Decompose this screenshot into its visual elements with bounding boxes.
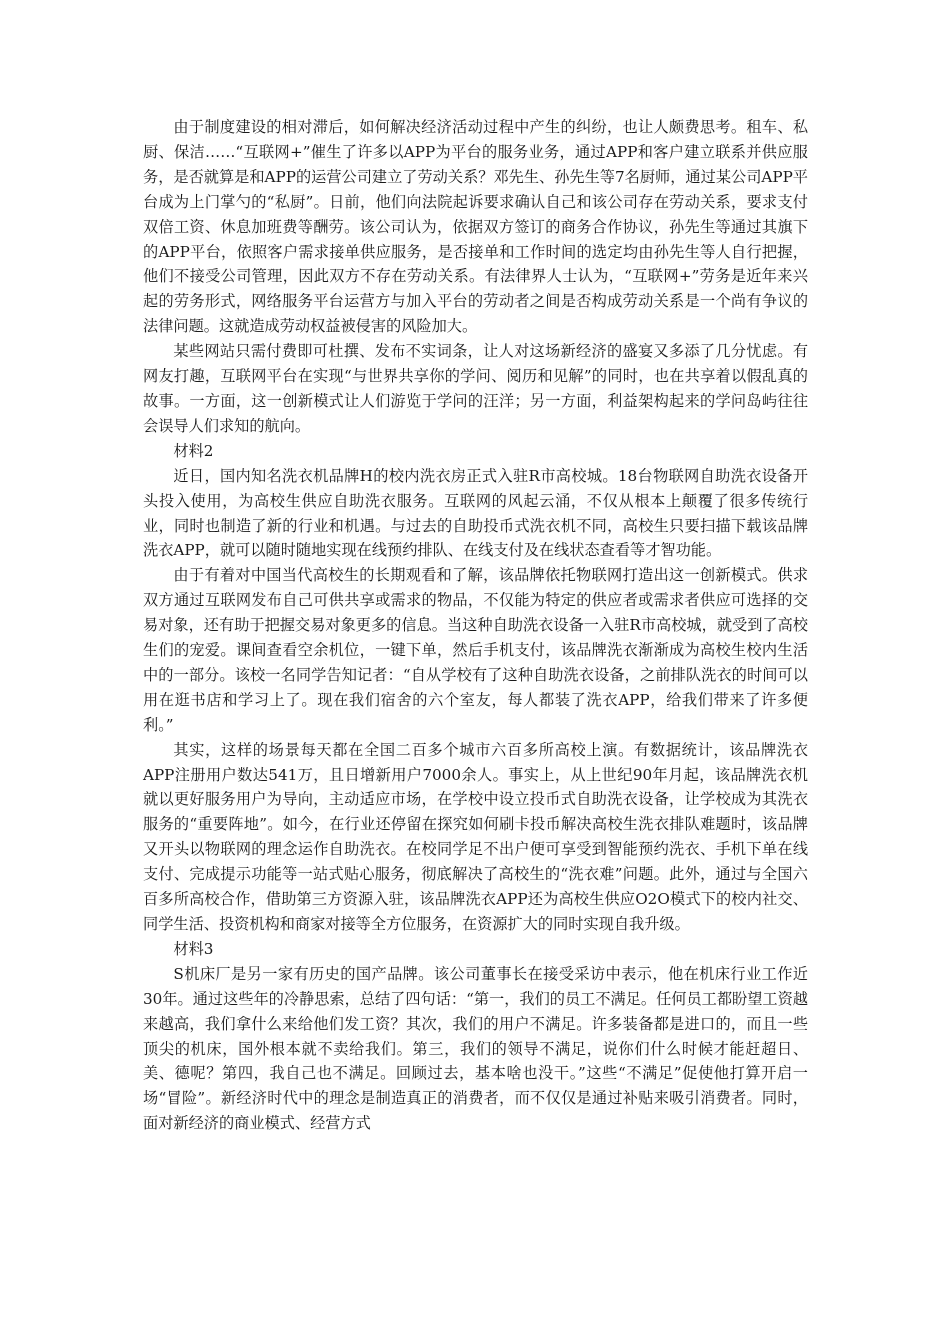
paragraph-machine-tool: S机床厂是另一家有历史的国产品牌。该公司董事长在接受采访中表示，他在机床行业工作近30年。通过这些年的冷静思索，总结了四句话：“第一，我们的员工不满足。任何员工都盼望工资越来越高，我们拿什么来给他们发工资？其次，我们的用户不满足。许多装备都是进口的，而且一些顶尖的机床，国外根本就不卖给我们。第三，我们的领导不满足，说你们什么时候才能赶超日、美、德呢？第四，我自己也不满足。回顾过去，基本啥也没干。”这些“不满足”促使他打算开启一场“冒险”。新经济时代中的理念是制造真正的消费者，而不仅仅是通过补贴来吸引消费者。同时，面对新经济的商业模式、经营方式 <box>143 964 808 1133</box>
document-page <box>143 115 808 1136</box>
paragraph-laundry-intro: 近日，国内知名洗衣机品牌H的校内洗衣房正式入驻R市高校城。18台物联网自助洗衣设备开头投入使用，为高校生供应自助洗衣服务。互联网的风起云涌，不仅从根本上颠覆了很多传统行业，同时也制造了新的行业和机遇。与过去的自助投币式洗衣机不同，高校生只要扫描下载该品牌洗衣APP，就可以随时随地实现在线预约排队、在线支付及在线状态查看等才智功能。 <box>143 466 808 560</box>
material-3-heading: 材料3 <box>173 939 214 958</box>
paragraph-laundry-stats: 其实，这样的场景每天都在全国二百多个城市六百多所高校上演。有数据统计，该品牌洗衣APP注册用户数达541万，且日增新用户7000余人。事实上，从上世纪90年月起，该品牌洗衣机就以更好服务用户为导向，主动适应市场，在学校中设立投币式自助洗衣设备，让学校成为其洗衣服务的“重要阵地”。如今，在行业还停留在探究如何刷卡投币解决高校生洗衣排队难题时，该品牌又开头以物联网的理念运作自助洗衣。在校同学足不出户便可享受到智能预约洗衣、手机下单在线支付、完成提示功能等一站式贴心服务，彻底解决了高校生的“洗衣难”问题。此外，通过与全国六百多所高校合作，借助第三方资源入驻，该品牌洗衣APP还为高校生供应O2O模式下的校内社交、同学生活、投资机构和商家对接等全方位服务，在资源扩大的同时实现自我升级。 <box>143 740 808 933</box>
paragraph-laundry-model: 由于有着对中国当代高校生的长期观看和了解，该品牌依托物联网打造出这一创新模式。供求双方通过互联网发布自己可供共享或需求的物品，不仅能为特定的供应者或需求者供应可选择的交易对象，还有助于把握交易对象更多的信息。当这种自助洗衣设备一入驻R市高校城，就受到了高校生们的宠爱。课间查看空余机位，一键下单，然后手机支付，该品牌洗衣渐渐成为高校生校内生活中的一部分。该校一名同学告知记者：“自从学校有了这种自助洗衣设备，之前排队洗衣的时间可以用在逛书店和学习上了。现在我们宿舍的六个室友，每人都装了洗衣APP，给我们带来了许多便利。” <box>143 566 808 734</box>
paragraph-labor-relations: 由于制度建设的相对滞后，如何解决经济活动过程中产生的纠纷，也让人颇费思考。租车、私厨、保洁……“互联网+”催生了许多以APP为平台的服务业务，通过APP和客户建立联系并供应服务，是否就算是和APP的运营公司建立了劳动关系？邓先生、孙先生等7名厨师，通过某公司APP平台成为上门掌勺的“私厨”。日前，他们向法院起诉要求确认自己和该公司存在劳动关系，要求支付双倍工资、休息加班费等酬劳。该公司认为，依据双方签订的商务合作协议，孙先生等通过其旗下的APP平台，依照客户需求接单供应服务，是否接单和工作时间的选定均由孙先生等人自行把握，他们不接受公司管理，因此双方不存在劳动关系。有法律界人士认为，“互联网+”劳务是近年来兴起的劳务形式，网络服务平台运营方与加入平台的劳动者之间是否构成劳动关系是一个尚有争议的法律问题。这就造成劳动权益被侵害的风险加大。 <box>143 118 808 336</box>
paragraph-fake-entries: 某些网站只需付费即可杜撰、发布不实词条，让人对这场新经济的盛宴又多添了几分忧虑。有网友打趣，互联网平台在实现“与世界共享你的学问、阅历和见解”的同时，也在共享着以假乱真的故事。一方面，这一创新模式让人们游览于学问的汪洋；另一方面，利益架构起来的学问岛屿往往会误导人们求知的航向。 <box>143 342 808 435</box>
material-2-heading: 材料2 <box>173 441 214 460</box>
